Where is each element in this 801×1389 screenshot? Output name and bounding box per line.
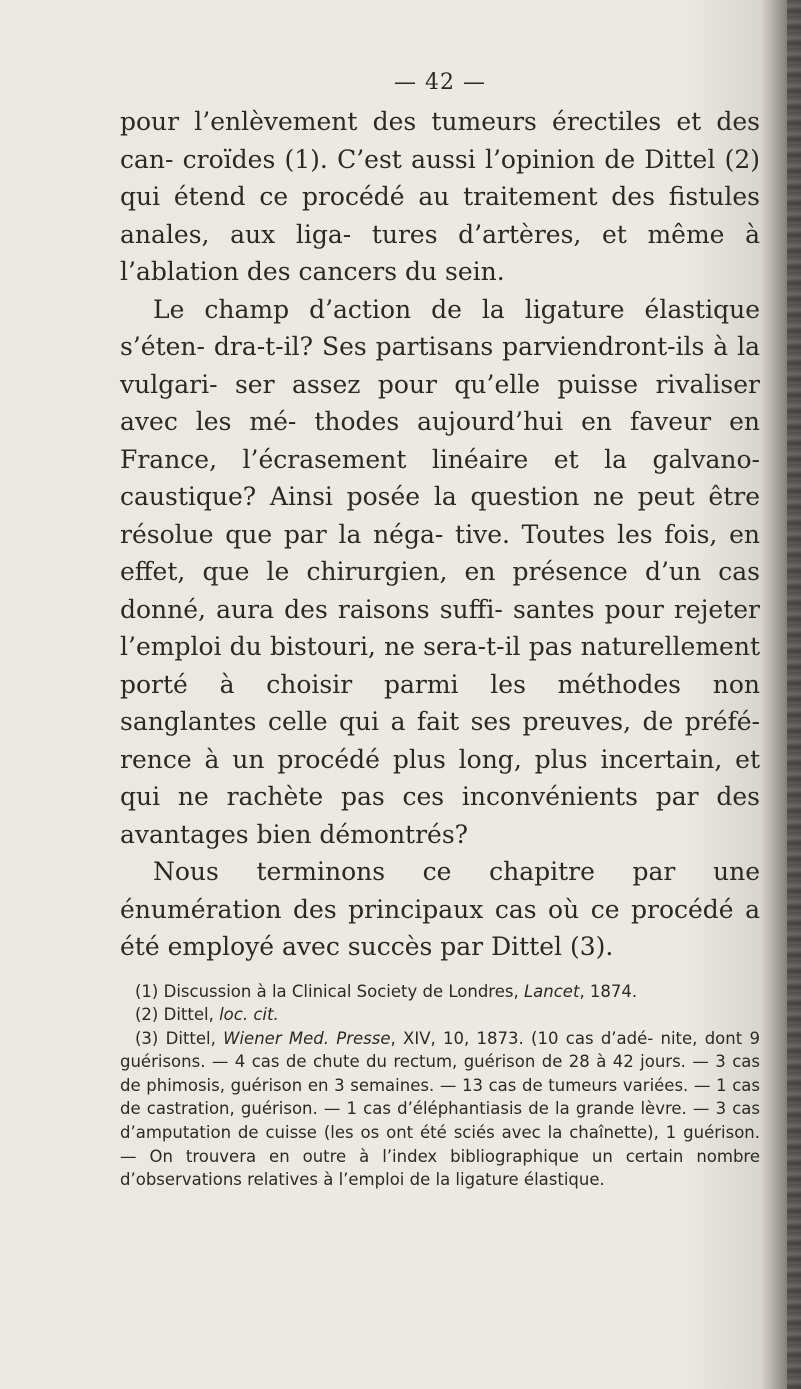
page-content: [120, 70, 760, 1192]
footnote-2: [120, 1003, 760, 1027]
footnote-1-tail: , 1874.: [579, 981, 638, 1001]
footnote-3-text: (3) Dittel,: [135, 1028, 224, 1048]
footnotes: [120, 980, 760, 1192]
footnote-1-source: Lancet: [523, 981, 580, 1001]
footnote-2-text: (2) Dittel,: [135, 1005, 220, 1025]
footnote-3: [120, 1027, 760, 1192]
page-edge: [787, 0, 801, 1389]
paragraph-1: pour l’enlèvement des tumeurs érectiles et des can- croïdes (1). C’est aussi l’opinion de Dittel (2) qui étend ce procédé au traitement des fistules anales, aux liga- tures d’artères, et même à l’ablation des cancers du sein.: [120, 107, 760, 286]
paragraph-2: Le champ d’action de la ligature élastique s’éten- dra-t-il? Ses partisans parviendront-ils à la vulgari- ser assez pour qu’elle puisse rivaliser avec les mé- thodes aujourd’hui en faveur en France, l’écrasement linéaire et la galvano-caustique? Ainsi posée la question ne peut être résolue que par la néga- tive. Toutes les fois, en effet, que le chirurgien, en présence d’un cas donné, aura des raisons suffi- santes pour rejeter l’emploi du bistouri, ne sera-t-il pas naturellement porté à choisir parmi les méthodes non sanglantes celle qui a fait ses preuves, de préfé- rence à un procédé plus long, plus incertain, et qui ne rachète pas ces inconvénients par des avantages bien démontrés?: [120, 294, 760, 849]
footnote-2-source: loc. cit.: [219, 1005, 279, 1025]
footnote-1: [120, 980, 760, 1004]
footnote-1-text: (1) Discussion à la Clinical Society de Londres,: [135, 981, 524, 1001]
paragraph-3: Nous terminons ce chapitre par une énumération des principaux cas où ce procédé a été employé avec succès par Dittel (3).: [120, 857, 760, 961]
footnote-3-source: Wiener Med. Presse: [223, 1028, 391, 1048]
footnote-3-tail: , XIV, 10, 1873. (10 cas d’adé- nite, dont 9 guérisons. — 4 cas de chute du rectum, guérison de 28 à 42 jours. — 3 cas de phimosis, guérison en 3 semaines. — 13 cas de tumeurs variées. — 1 cas de castration, guérison. — 1 cas d’éléphantiasis de la grande lèvre. — 3 cas d’amputation de cuisse (les os ont été sciés avec la chaînette), 1 guérison. — On trouvera en outre à l’index bibliographique un certain nombre d’observations relatives à l’emploi de la ligature élastique.: [120, 1028, 760, 1190]
page-number: — 42 —: [394, 70, 486, 95]
